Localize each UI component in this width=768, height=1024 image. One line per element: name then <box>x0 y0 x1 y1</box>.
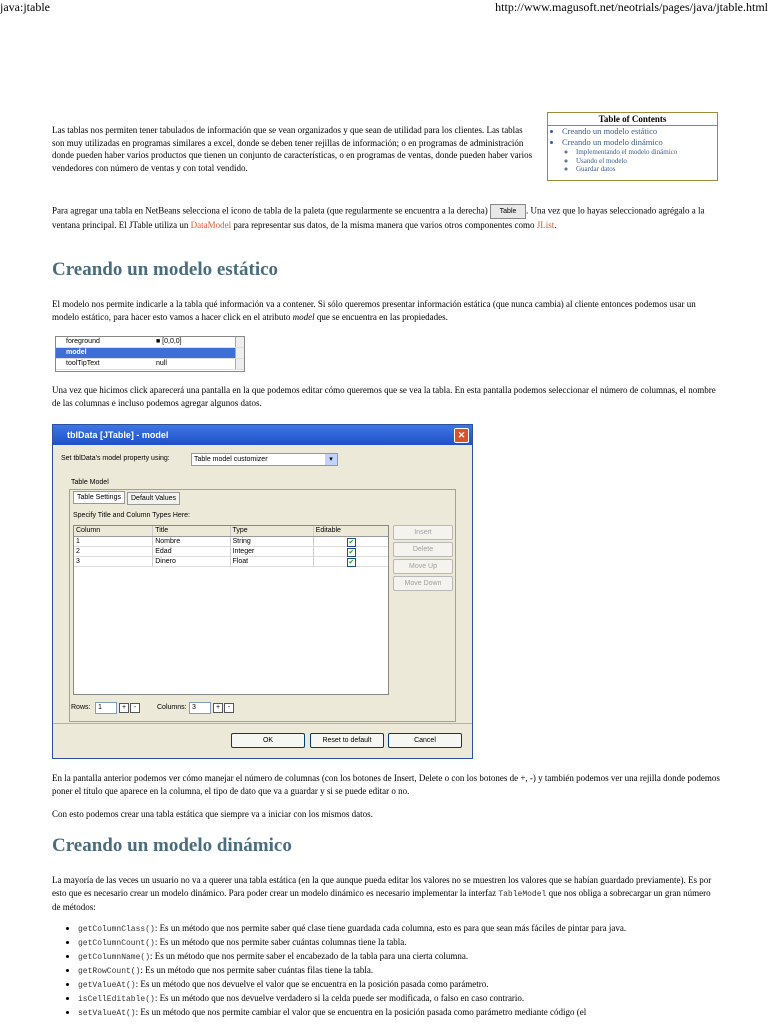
paragraph-dialog-explanation: En la pantalla anterior podemos ver cómo manejar el número de columnas (con los botones de Insert, Delete o con los botones de +, -) y también podemos ver una rejilla donde podemos poner el título que aparece en la columna, el tipo de dato que va a guardar y si se puede editar o no. <box>52 773 720 796</box>
toc-subitem-save[interactable]: ◦ Guardar datos <box>576 165 717 174</box>
method-desc: : Es un método que nos permite saber el encabezado de la tabla para una cierta columna. <box>150 951 469 961</box>
list-item <box>78 1006 738 1020</box>
checkbox-checked-icon[interactable]: ✔ <box>348 559 355 566</box>
method-desc: : Es un método que nos permite saber cuántas filas tiene la tabla. <box>140 965 374 975</box>
method-desc: : Es un método que nos permite saber cuántas columnas tiene la tabla. <box>154 937 407 947</box>
cell-type[interactable]: Integer <box>231 547 314 556</box>
s1-p1-text-a: El modelo nos permite indicarle a la tabla qué información va a contener. Si sólo queremos presentar información estática (que nunca cambia) al cliente entonces podemos usar un modelo estático, para hacer esto vamos a hacer click en el atributo <box>52 299 696 322</box>
delete-button[interactable]: Delete <box>393 542 453 557</box>
cell-title[interactable]: Edad <box>153 547 230 556</box>
list-item <box>78 992 738 1006</box>
set-property-label: Set tblData's model property using: <box>61 455 170 462</box>
checkbox-checked-icon[interactable]: ✔ <box>348 539 355 546</box>
paragraph-add-table <box>52 204 720 232</box>
cell-column[interactable]: 2 <box>74 547 153 556</box>
s2-p1-text-b: que nos obliga a sobrecargar un gran número de métodos: <box>52 887 711 912</box>
paragraph-static-summary: Con esto podemos crear una tabla estática que siempre va a iniciar con los mismos datos. <box>52 809 373 819</box>
toc-item-static[interactable]: • Creando un modelo estático <box>562 126 717 137</box>
property-ellipsis-button[interactable] <box>235 348 244 358</box>
property-value: ■ [0,0,0] <box>156 338 182 345</box>
rows-minus-button[interactable]: - <box>130 703 140 713</box>
tablemodel-code: TableModel <box>498 889 547 899</box>
page-header-url[interactable]: http://www.magusoft.net/neotrials/pages/java/jtable.html <box>495 0 768 14</box>
model-dialog <box>52 424 473 759</box>
toc-subitem-usage[interactable]: ◦ Usando el modelo <box>576 157 717 166</box>
cell-column[interactable]: 1 <box>74 537 153 546</box>
property-row-foreground[interactable] <box>56 337 244 348</box>
property-value: null <box>156 360 167 367</box>
method-code: getRowCount() <box>78 967 141 976</box>
paragraph-dialog-intro: Una vez que hicimos click aparecerá una pantalla en la que podemos editar cómo queremos que se vea la tabla. En esta pantalla podemos seleccionar el número de columnas, el nombre de las columnas e incluso podemos agregar algunos datos. <box>52 385 716 408</box>
columns-input[interactable]: 3 <box>189 702 211 714</box>
table-model-group-label: Table Model <box>71 479 109 486</box>
p2-text-1: Para agregar una tabla en NetBeans selecciona el icono de tabla de la paleta (que regularmente se encuentra a la derecha) <box>52 205 488 216</box>
property-name: foreground <box>66 338 100 345</box>
column-header[interactable]: Title <box>153 526 230 536</box>
close-icon[interactable]: ✕ <box>454 428 469 443</box>
rows-label: Rows: <box>71 704 91 711</box>
p2-text-3: para representar sus datos, de la misma manera que varios otros componentes como <box>233 220 535 230</box>
property-ellipsis-button[interactable] <box>235 359 244 369</box>
tab-table-settings[interactable]: Table Settings <box>73 491 125 504</box>
cancel-button[interactable]: Cancel <box>388 733 462 748</box>
method-code: setValueAt() <box>78 1009 136 1018</box>
table-of-contents <box>547 112 718 181</box>
toc-item-dynamic[interactable] <box>562 137 717 174</box>
method-code: isCellEditable() <box>78 995 155 1004</box>
column-header[interactable]: Type <box>231 526 314 536</box>
page-header-left: java:jtable <box>0 0 50 14</box>
property-value <box>154 348 235 358</box>
ok-button[interactable]: OK <box>231 733 305 748</box>
method-desc: : Es un método que nos devuelve verdadero si la celda puede ser modificada, o falso en caso contrario. <box>154 993 525 1003</box>
heading-static-model: Creando un modelo estático <box>52 259 279 280</box>
column-settings-grid <box>73 525 389 695</box>
method-code: getColumnCount() <box>78 939 155 948</box>
paragraph-dynamic-model <box>52 874 720 914</box>
table-row[interactable] <box>74 537 388 547</box>
move-up-button[interactable]: Move Up <box>393 559 453 574</box>
method-desc: : Es un método que nos permite saber qué clase tiene guardada cada columna, esto es para que sean más fáciles de pintar para java. <box>154 923 627 933</box>
methods-list <box>58 922 738 1020</box>
jlist-link[interactable]: JList <box>536 220 555 230</box>
list-item <box>78 950 738 964</box>
method-code: getValueAt() <box>78 981 136 990</box>
list-item <box>78 964 738 978</box>
method-code: getColumnClass() <box>78 925 155 934</box>
cell-editable[interactable] <box>314 557 388 566</box>
intro-paragraph: Las tablas nos permiten tener tabulados de información que se vean organizados y que sean de utilidad para los clientes. Las tablas son muy utilizadas en programas similares a excel, donde se deben tener rejillas de información; o en programas de administración donde pueden haber varios productos que tienen un conjunto de características, o en programas de ventas, donde pueden haber varios vendedores con número de ventas y con total vendido. <box>52 125 533 173</box>
columns-minus-button[interactable]: - <box>224 703 234 713</box>
method-desc: : Es un método que nos devuelve el valor que se encuentra en la posición pasada como parámetro. <box>135 979 489 989</box>
property-row-model[interactable] <box>56 348 244 359</box>
tab-default-values[interactable]: Default Values <box>127 492 180 505</box>
method-code: getColumnName() <box>78 953 151 962</box>
property-name: model <box>66 349 87 356</box>
list-item <box>78 922 738 936</box>
move-down-button[interactable]: Move Down <box>393 576 453 591</box>
list-item <box>78 936 738 950</box>
dialog-divider <box>53 723 472 724</box>
specify-label: Specify Title and Column Types Here: <box>73 512 190 519</box>
datamodel-link[interactable]: DataModel <box>190 220 232 230</box>
column-header[interactable]: Column <box>74 526 153 536</box>
insert-button[interactable]: Insert <box>393 525 453 540</box>
select-value: Table model customizer <box>194 456 268 463</box>
property-row-tooltiptext[interactable] <box>56 359 244 370</box>
toc-subitem-implement[interactable]: ◦ Implementando el modelo dinámico <box>576 148 717 157</box>
rows-input[interactable]: 1 <box>95 702 117 714</box>
s2-p1-text-a: La mayoría de las veces un usuario no va a querer una tabla estática (en la que aunque pueda editar los valores no se muestren los valores que se habían guardado previamente). Es por esto que es necesario crear un modelo dinámico. Para poder crear un modelo dinámico es necesario implementar la interfaz <box>52 875 712 898</box>
paragraph-static-model <box>52 298 720 323</box>
cell-title[interactable]: Nombre <box>153 537 230 546</box>
columns-label: Columns: <box>157 704 187 711</box>
s1-p1-em: model <box>292 311 315 322</box>
column-header[interactable]: Editable <box>315 527 341 534</box>
table-row[interactable] <box>74 557 388 567</box>
dialog-title: tblData [JTable] - model <box>67 430 169 440</box>
checkbox-checked-icon[interactable]: ✔ <box>348 549 355 556</box>
table-palette-icon: Table <box>490 204 526 219</box>
property-ellipsis-button[interactable] <box>235 337 244 347</box>
rows-plus-button[interactable]: + <box>119 703 129 713</box>
heading-dynamic-model: Creando un modelo dinámico <box>52 835 292 856</box>
cell-type[interactable]: String <box>231 537 314 546</box>
property-name: toolTipText <box>66 360 100 367</box>
list-item <box>78 978 738 992</box>
s1-p1-text-b: que se encuentra en las propiedades. <box>316 311 448 322</box>
columns-plus-button[interactable]: + <box>213 703 223 713</box>
grid-header <box>74 526 388 537</box>
method-desc: : Es un método que nos permite cambiar el valor que se encuentra en la posición pasada como parámetro mediante código (el <box>135 1007 587 1017</box>
cell-title[interactable]: Dinero <box>153 557 230 566</box>
table-row[interactable] <box>74 547 388 557</box>
toc-title: Table of Contents <box>548 113 717 126</box>
properties-strip <box>55 336 245 372</box>
toc-item-dynamic-label: Creando un modelo dinámico <box>562 137 663 147</box>
cell-editable[interactable] <box>314 537 388 546</box>
dialog-titlebar <box>53 425 472 445</box>
chevron-down-icon: ▾ <box>325 454 337 465</box>
cell-editable[interactable] <box>314 547 388 556</box>
cell-type[interactable]: Float <box>231 557 314 566</box>
cell-column[interactable]: 3 <box>74 557 153 566</box>
p2-text-2: . Una vez que lo hayas seleccionado agrégalo a la ventana principal. El JTable utiliza un <box>52 205 705 230</box>
reset-to-default-button[interactable]: Reset to default <box>310 733 384 748</box>
property-editor-select[interactable] <box>191 453 338 466</box>
p2-text-4: . <box>554 220 557 230</box>
